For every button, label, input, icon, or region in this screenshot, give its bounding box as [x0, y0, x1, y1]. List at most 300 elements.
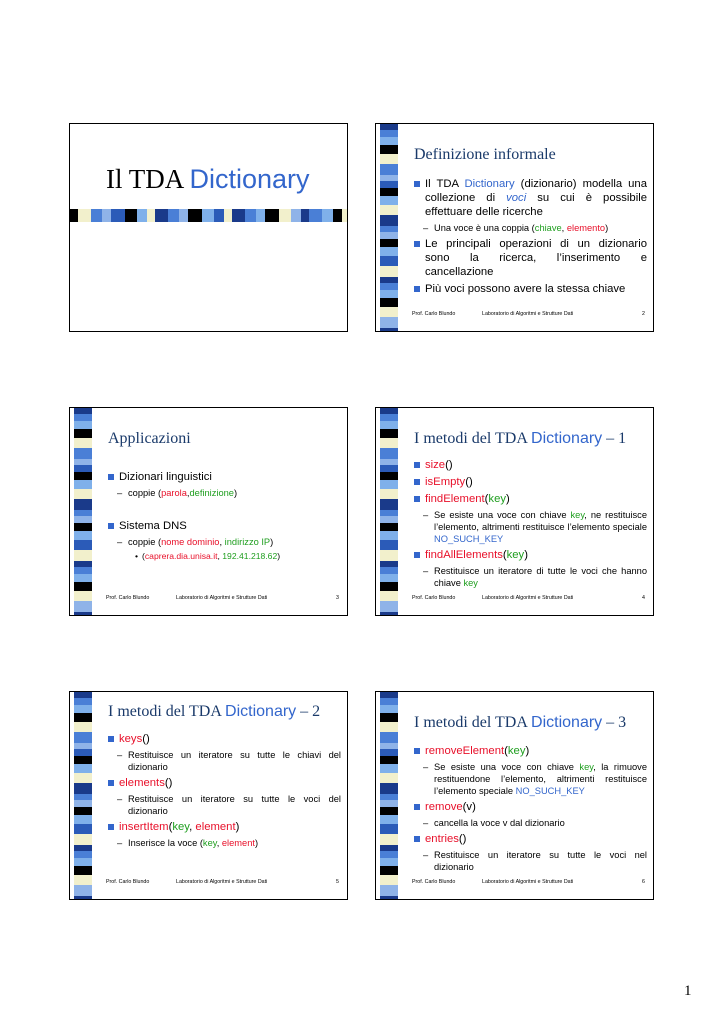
- bar-segment: [342, 209, 348, 222]
- slide-title: [414, 430, 626, 448]
- text-run: key: [172, 821, 190, 833]
- square-bullet-icon: [414, 804, 420, 810]
- sub-bullet-item: [414, 565, 647, 589]
- sub-bullet-item: [414, 509, 647, 545]
- strip-segment: [380, 866, 398, 875]
- strip-segment: [380, 421, 398, 429]
- bar-segment: [168, 209, 179, 222]
- bullet-item: [414, 492, 647, 506]
- title-word: Dictionary: [225, 703, 297, 720]
- square-bullet-icon: [108, 523, 114, 529]
- text-run: (: [142, 551, 145, 561]
- strip-segment: [74, 480, 92, 489]
- dash-bullet-icon: –: [117, 794, 123, 804]
- strip-segment: [380, 266, 398, 277]
- text-run: Restituisce un iteratore di tutte le voci che hanno chiave: [434, 566, 647, 588]
- bar-segment: [214, 209, 224, 222]
- text-run: Dictionary: [464, 178, 515, 190]
- strip-segment: [380, 713, 398, 722]
- dash-bullet-icon: –: [423, 566, 429, 576]
- title-prefix: I metodi del TDA: [414, 714, 528, 731]
- sub-sub-bullet-item: [108, 551, 341, 562]
- bar-segment: [188, 209, 202, 222]
- strip-segment: [380, 145, 398, 154]
- strip-segment: [380, 885, 398, 896]
- strip-segment: [380, 807, 398, 815]
- strip-segment: [74, 756, 92, 764]
- text-run: element: [221, 838, 255, 848]
- sub-bullet-item: [414, 817, 647, 829]
- strip-segment: [74, 421, 92, 429]
- bar-segment: [125, 209, 137, 222]
- text-run: (: [504, 745, 508, 757]
- strip-segment: [74, 875, 92, 885]
- text-run: nome dominio: [161, 537, 220, 547]
- text-run: Inserisce la voce (: [128, 838, 203, 848]
- strip-segment: [380, 429, 398, 438]
- slide-6: [375, 691, 654, 900]
- strip-segment: [380, 824, 398, 834]
- sub-bullet-item: [108, 793, 341, 817]
- strip-segment: [74, 429, 92, 438]
- strip-segment: [380, 317, 398, 328]
- strip-segment: [74, 824, 92, 834]
- text-run: remove: [425, 801, 463, 813]
- text-run: ,: [189, 821, 196, 833]
- bar-segment: [265, 209, 279, 222]
- sub-bullet-item: [414, 849, 647, 873]
- strip-segment: [74, 516, 92, 523]
- strip-segment: [74, 523, 92, 531]
- text-run: key: [488, 493, 507, 505]
- bar-segment: [245, 209, 256, 222]
- title-prefix: I metodi del TDA: [414, 430, 528, 447]
- square-bullet-icon: [108, 780, 114, 786]
- decorative-strip: [74, 692, 92, 899]
- strip-segment: [74, 698, 92, 705]
- strip-segment: [380, 601, 398, 612]
- dot-bullet-icon: •: [135, 551, 139, 561]
- strip-segment: [74, 749, 92, 756]
- text-run: Dizionari linguistici: [119, 471, 212, 483]
- strip-segment: [380, 550, 398, 561]
- footer-author: Prof. Carlo Blundo: [412, 311, 456, 317]
- strip-segment: [380, 181, 398, 188]
- strip-segment: [74, 834, 92, 845]
- square-bullet-icon: [414, 836, 420, 842]
- text-run: element: [195, 821, 236, 833]
- strip-segment: [380, 516, 398, 523]
- strip-segment: [380, 130, 398, 137]
- text-run: ,: [561, 223, 567, 233]
- strip-segment: [74, 540, 92, 550]
- slide-title: [106, 164, 310, 195]
- strip-segment: [380, 298, 398, 307]
- text-run: ): [506, 493, 510, 505]
- strip-segment: [74, 612, 92, 616]
- bullet-item: [414, 800, 647, 814]
- strip-segment: [380, 540, 398, 550]
- text-run: keys: [119, 733, 143, 745]
- title-word: Dictionary: [189, 164, 310, 194]
- strip-segment: [380, 465, 398, 472]
- bar-segment: [111, 209, 125, 222]
- strip-segment: [380, 567, 398, 574]
- sub-bullet-item: [414, 222, 647, 234]
- text-run: (: [502, 549, 507, 561]
- bar-segment: [279, 209, 291, 222]
- strip-segment: [74, 851, 92, 858]
- strip-segment: [380, 438, 398, 448]
- strip-segment: [74, 885, 92, 896]
- text-run: findAllElements: [425, 549, 503, 561]
- strip-segment: [380, 290, 398, 298]
- sub-bullet-item: [414, 761, 647, 797]
- text-run: Una voce è una coppia (: [434, 223, 535, 233]
- text-run: (): [445, 459, 453, 471]
- text-run: ,: [186, 488, 190, 498]
- bullet-item: [108, 732, 341, 746]
- slide-4: [375, 407, 654, 616]
- text-run: caprera.dia.unisa.it: [144, 551, 218, 561]
- title-prefix: I metodi del TDA: [108, 703, 222, 720]
- bullet-item: [414, 548, 647, 562]
- footer-page: 3: [336, 595, 339, 601]
- decorative-strip: [380, 124, 398, 331]
- text-run: definizione: [189, 488, 234, 498]
- strip-segment: [74, 489, 92, 499]
- strip-segment: [380, 574, 398, 582]
- slide-3: [69, 407, 348, 616]
- decorative-bar: [70, 209, 347, 222]
- strip-segment: [380, 232, 398, 239]
- strip-segment: [380, 591, 398, 601]
- strip-segment: [380, 472, 398, 480]
- strip-segment: [74, 732, 92, 743]
- bar-segment: [70, 209, 78, 222]
- strip-segment: [74, 858, 92, 866]
- text-run: (: [168, 821, 173, 833]
- footer-page: 2: [642, 311, 645, 317]
- text-run: Sistema DNS: [119, 520, 187, 532]
- strip-segment: [380, 875, 398, 885]
- strip-segment: [74, 574, 92, 582]
- strip-segment: [74, 472, 92, 480]
- strip-segment: [74, 807, 92, 815]
- text-run: ): [524, 549, 528, 561]
- strip-segment: [380, 851, 398, 858]
- strip-segment: [380, 307, 398, 317]
- strip-segment: [380, 582, 398, 591]
- text-run: Il TDA: [425, 178, 465, 190]
- text-run: ): [605, 223, 609, 233]
- strip-segment: [380, 773, 398, 783]
- text-run: Restituisce un iteratore su tutte le voci del dizionario: [128, 794, 341, 816]
- title-suffix: – 1: [606, 430, 627, 447]
- text-run: , ne restituisce l’elemento, altrimenti restituisce l’elemento speciale: [434, 510, 647, 532]
- bar-segment: [333, 209, 342, 222]
- strip-segment: [74, 531, 92, 540]
- text-run: ): [277, 551, 281, 561]
- dash-bullet-icon: –: [117, 750, 123, 760]
- bar-segment: [291, 209, 301, 222]
- bar-segment: [147, 209, 155, 222]
- strip-segment: [74, 722, 92, 732]
- footer-author: Prof. Carlo Blundo: [106, 879, 150, 885]
- title-word: Dictionary: [531, 430, 603, 447]
- bar-segment: [256, 209, 265, 222]
- slide-5: [69, 691, 348, 900]
- bar-segment: [309, 209, 322, 222]
- title-suffix: – 2: [300, 703, 321, 720]
- footer-author: Prof. Carlo Blundo: [106, 595, 150, 601]
- dash-bullet-icon: –: [423, 510, 429, 520]
- strip-segment: [380, 448, 398, 459]
- square-bullet-icon: [108, 474, 114, 480]
- text-run: ,: [217, 551, 223, 561]
- bar-segment: [301, 209, 309, 222]
- square-bullet-icon: [414, 496, 420, 502]
- square-bullet-icon: [414, 552, 420, 558]
- text-run: ): [525, 745, 530, 757]
- bar-segment: [155, 209, 168, 222]
- title-word: Dictionary: [531, 714, 603, 731]
- strip-segment: [380, 815, 398, 824]
- footer-page: 6: [642, 879, 645, 885]
- handout-page-number: 1: [684, 983, 692, 999]
- square-bullet-icon: [414, 462, 420, 468]
- bar-segment: [322, 209, 333, 222]
- text-run: ): [254, 838, 259, 848]
- text-run: key: [507, 745, 526, 757]
- slide-2: [375, 123, 654, 332]
- strip-segment: [74, 601, 92, 612]
- strip-segment: [74, 815, 92, 824]
- text-run: Se esiste una voce con chiave: [434, 762, 580, 772]
- strip-segment: [380, 858, 398, 866]
- decorative-strip: [380, 692, 398, 899]
- strip-segment: [74, 764, 92, 773]
- bar-segment: [224, 209, 232, 222]
- square-bullet-icon: [414, 479, 420, 485]
- dash-bullet-icon: –: [423, 223, 429, 233]
- strip-segment: [74, 866, 92, 875]
- bullet-item: [108, 776, 341, 790]
- bullet-item: [414, 832, 647, 846]
- text-run: elemento: [566, 223, 606, 233]
- bullet-item: [108, 519, 341, 533]
- bar-segment: [202, 209, 214, 222]
- strip-segment: [380, 749, 398, 756]
- strip-segment: [380, 328, 398, 332]
- slide-footer: [106, 879, 339, 887]
- strip-segment: [380, 239, 398, 247]
- strip-segment: [380, 764, 398, 773]
- strip-segment: [380, 756, 398, 764]
- strip-segment: [380, 256, 398, 266]
- text-run: parola: [161, 488, 187, 498]
- footer-page: 4: [642, 595, 645, 601]
- strip-segment: [74, 550, 92, 561]
- strip-segment: [74, 705, 92, 713]
- square-bullet-icon: [414, 241, 420, 247]
- text-run: ,: [216, 838, 222, 848]
- strip-segment: [74, 582, 92, 591]
- square-bullet-icon: [108, 824, 114, 830]
- text-run: elements: [119, 777, 165, 789]
- text-run: (): [164, 777, 173, 789]
- text-run: su cui è possibile effettuare delle ricerche: [425, 192, 648, 218]
- strip-segment: [74, 896, 92, 900]
- decorative-strip: [74, 408, 92, 615]
- dash-bullet-icon: –: [117, 838, 123, 848]
- text-run: key: [506, 549, 525, 561]
- text-run: Restituisce un iteratore su tutte le voci nel dizionario: [434, 850, 647, 872]
- sub-bullet-item: [108, 536, 341, 548]
- dash-bullet-icon: –: [423, 818, 429, 828]
- decorative-strip: [380, 408, 398, 615]
- bar-segment: [78, 209, 91, 222]
- text-run: (v): [462, 801, 476, 813]
- bar-segment: [91, 209, 102, 222]
- strip-segment: [74, 800, 92, 807]
- slide-body: [414, 177, 647, 299]
- slide-title: [108, 703, 320, 721]
- title-suffix: – 3: [606, 714, 627, 731]
- slide-footer: [412, 311, 645, 319]
- dash-bullet-icon: –: [423, 762, 429, 772]
- footer-course: Laboratorio di Algoritmi e Strutture Dati: [482, 595, 574, 601]
- square-bullet-icon: [414, 748, 420, 754]
- strip-segment: [380, 523, 398, 531]
- text-run: Le principali operazioni di un dizionario sono la ricerca, l’inserimento e cancellazione: [425, 238, 647, 278]
- bullet-item: [414, 475, 647, 489]
- strip-segment: [380, 489, 398, 499]
- footer-page: 5: [336, 879, 339, 885]
- text-run: size: [425, 459, 446, 471]
- strip-segment: [74, 414, 92, 421]
- strip-segment: [74, 499, 92, 510]
- text-run: (dizionario) modella una collezione di: [425, 178, 647, 204]
- bullet-item: [108, 820, 341, 834]
- bullet-item: [414, 177, 647, 219]
- strip-segment: [380, 215, 398, 226]
- text-run: cancella la voce v dal dizionario: [434, 818, 565, 828]
- square-bullet-icon: [108, 736, 114, 742]
- strip-segment: [74, 438, 92, 448]
- slide-body: [108, 732, 341, 852]
- text-run: ,: [219, 537, 225, 547]
- footer-course: Laboratorio di Algoritmi e Strutture Dati: [482, 311, 574, 317]
- text-run: key: [202, 838, 217, 848]
- text-run: findElement: [425, 493, 485, 505]
- text-run: (): [458, 833, 467, 845]
- text-run: ): [233, 488, 238, 498]
- bar-segment: [102, 209, 111, 222]
- strip-segment: [380, 531, 398, 540]
- text-run: removeElement: [425, 745, 505, 757]
- text-run: isEmpty: [425, 476, 466, 488]
- text-run: entries: [425, 833, 459, 845]
- text-run: voci: [506, 192, 527, 204]
- slide-title: Applicazioni: [108, 430, 191, 447]
- text-run: chiave: [534, 223, 562, 233]
- text-run: (): [142, 733, 150, 745]
- text-run: Restituisce un iteratore su tutte le chiavi del dizionario: [128, 750, 341, 772]
- strip-segment: [380, 247, 398, 256]
- strip-segment: [380, 480, 398, 489]
- text-run: , la rimuove restituendone l’elemento, altrimenti restituisce l’elemento speciale: [434, 762, 647, 796]
- strip-segment: [380, 414, 398, 421]
- text-run: key: [463, 578, 478, 588]
- strip-segment: [380, 283, 398, 290]
- slide-body: [414, 458, 647, 592]
- strip-segment: [380, 612, 398, 616]
- strip-segment: [380, 896, 398, 900]
- bullet-item: [414, 237, 647, 279]
- strip-segment: [74, 713, 92, 722]
- footer-author: Prof. Carlo Blundo: [412, 879, 456, 885]
- text-run: key: [579, 762, 594, 772]
- strip-segment: [380, 722, 398, 732]
- strip-segment: [380, 196, 398, 205]
- slide-title: Definizione informale: [414, 146, 556, 163]
- sub-bullet-item: [108, 749, 341, 773]
- square-bullet-icon: [414, 286, 420, 292]
- text-run: Se esiste una voce con chiave: [434, 510, 571, 520]
- slide-1: [69, 123, 348, 332]
- strip-segment: [74, 465, 92, 472]
- strip-segment: [380, 705, 398, 713]
- bullet-item: [414, 744, 647, 758]
- dash-bullet-icon: –: [117, 488, 123, 498]
- strip-segment: [74, 567, 92, 574]
- dash-bullet-icon: –: [423, 850, 429, 860]
- slide-body: [414, 744, 647, 876]
- slide-footer: [412, 595, 645, 603]
- bullet-item: [108, 470, 341, 484]
- strip-segment: [380, 188, 398, 196]
- text-run: NO_SUCH_KEY: [515, 786, 585, 796]
- strip-segment: [380, 499, 398, 510]
- dash-bullet-icon: –: [117, 537, 123, 547]
- footer-course: Laboratorio di Algoritmi e Strutture Dati: [176, 879, 268, 885]
- sub-bullet-item: [108, 837, 341, 849]
- text-run: insertItem: [119, 821, 169, 833]
- slide-footer: [412, 879, 645, 887]
- footer-course: Laboratorio di Algoritmi e Strutture Dati: [482, 879, 574, 885]
- text-run: (: [484, 493, 489, 505]
- bar-segment: [232, 209, 245, 222]
- strip-segment: [380, 164, 398, 175]
- strip-segment: [380, 732, 398, 743]
- bar-segment: [179, 209, 188, 222]
- strip-segment: [74, 448, 92, 459]
- text-run: coppie (: [128, 537, 162, 547]
- strip-segment: [74, 773, 92, 783]
- square-bullet-icon: [414, 181, 420, 187]
- text-run: ): [235, 821, 240, 833]
- strip-segment: [380, 137, 398, 145]
- slide-footer: [106, 595, 339, 603]
- strip-segment: [74, 783, 92, 794]
- bullet-item: [414, 282, 647, 296]
- bar-segment: [137, 209, 147, 222]
- title-prefix: Il TDA: [106, 164, 183, 194]
- text-run: coppie (: [128, 488, 162, 498]
- bullet-item: [414, 458, 647, 472]
- sub-bullet-item: [108, 487, 341, 499]
